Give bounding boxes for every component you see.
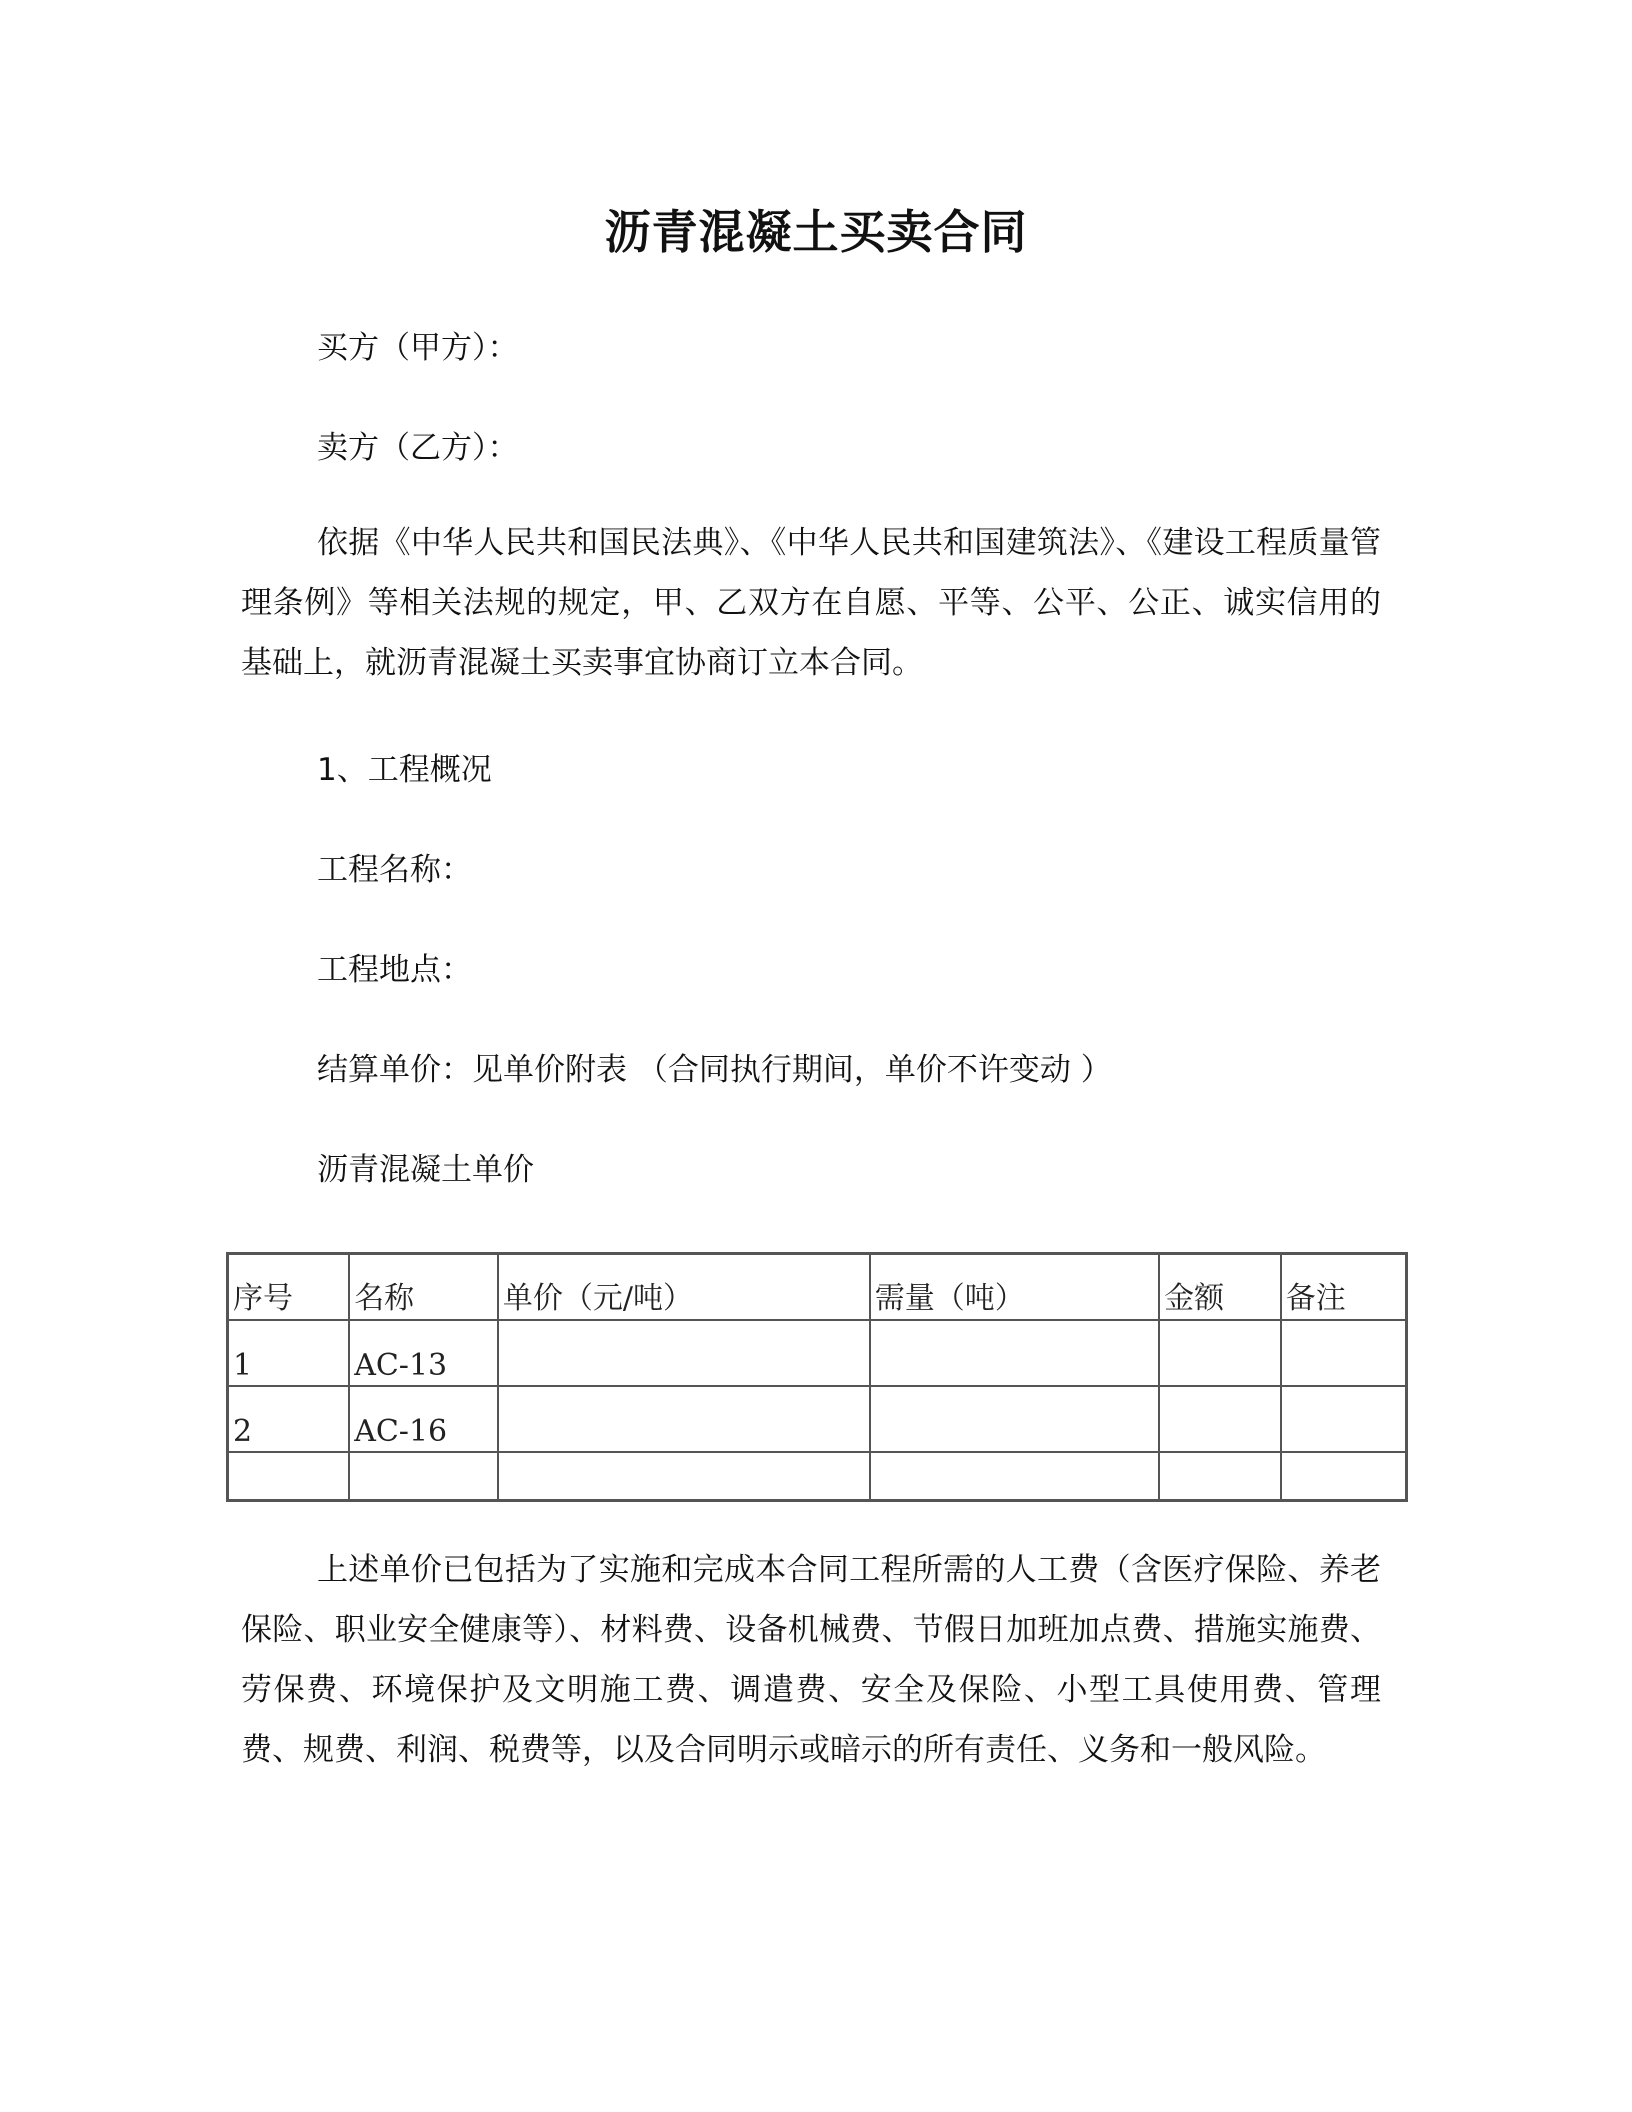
table-cell bbox=[870, 1386, 1159, 1452]
table-cell: 1 bbox=[228, 1320, 350, 1386]
intro-paragraph: 依据《中华人民共和国民法典》、《中华人民共和国建筑法》、《建设工程质量管理条例》等相关法规的规定，甲、乙双方在自愿、平等、公平、公正、诚实信用的基础上，就沥青混凝土买卖事宜协商订立本合同。 bbox=[241, 525, 1381, 681]
table-cell bbox=[1159, 1452, 1281, 1501]
document-title: 沥青混凝土买卖合同 bbox=[604, 205, 1028, 259]
table-cell: AC-16 bbox=[349, 1386, 498, 1452]
header-cell-index: 序号 bbox=[228, 1254, 350, 1321]
table-caption: 沥青混凝土单价 bbox=[317, 1152, 534, 1188]
seller-label: 卖方（乙方）： bbox=[317, 430, 519, 466]
closing-paragraph: 上述单价已包括为了实施和完成本合同工程所需的人工费（含医疗保险、养老保险、职业安全健康等）、材料费、设备机械费、节假日加班加点费、措施实施费、劳保费、环境保护及文明施工费、调遣费、安全及保险、小型工具使用费、管理费、规费、利润、税费等，以及合同明示或暗示的所有责任、义务和一般风险。 bbox=[241, 1552, 1381, 1768]
table-cell bbox=[870, 1452, 1159, 1501]
price-table bbox=[226, 1252, 1408, 1502]
header-cell-amount: 金额 bbox=[1159, 1254, 1281, 1321]
table-header-row bbox=[228, 1254, 1407, 1321]
header-cell-remarks: 备注 bbox=[1281, 1254, 1407, 1321]
project-location-label: 工程地点： bbox=[317, 952, 472, 988]
project-name-label: 工程名称： bbox=[317, 852, 472, 888]
table-cell bbox=[1281, 1452, 1407, 1501]
table-cell bbox=[498, 1452, 870, 1501]
table-cell: 2 bbox=[228, 1386, 350, 1452]
table-row bbox=[228, 1452, 1407, 1501]
table-cell bbox=[1159, 1386, 1281, 1452]
settlement-price-line: 结算单价：见单价附表 （合同执行期间，单价不许变动 ） bbox=[317, 1052, 1112, 1088]
table-cell bbox=[498, 1320, 870, 1386]
table-cell: AC-13 bbox=[349, 1320, 498, 1386]
table-row bbox=[228, 1386, 1407, 1452]
table-cell bbox=[1281, 1320, 1407, 1386]
table-cell bbox=[498, 1386, 870, 1452]
price-table-container bbox=[226, 1252, 1408, 1502]
buyer-label: 买方（甲方）： bbox=[317, 330, 519, 366]
table-cell bbox=[870, 1320, 1159, 1386]
table-row bbox=[228, 1320, 1407, 1386]
table-cell bbox=[1281, 1386, 1407, 1452]
table-cell bbox=[349, 1452, 498, 1501]
header-cell-name: 名称 bbox=[349, 1254, 498, 1321]
header-cell-quantity: 需量（吨） bbox=[870, 1254, 1159, 1321]
section1-heading: 1、工程概况 bbox=[317, 752, 492, 788]
table-cell bbox=[1159, 1320, 1281, 1386]
table-cell bbox=[228, 1452, 350, 1501]
header-cell-unit-price: 单价（元/吨） bbox=[498, 1254, 870, 1321]
